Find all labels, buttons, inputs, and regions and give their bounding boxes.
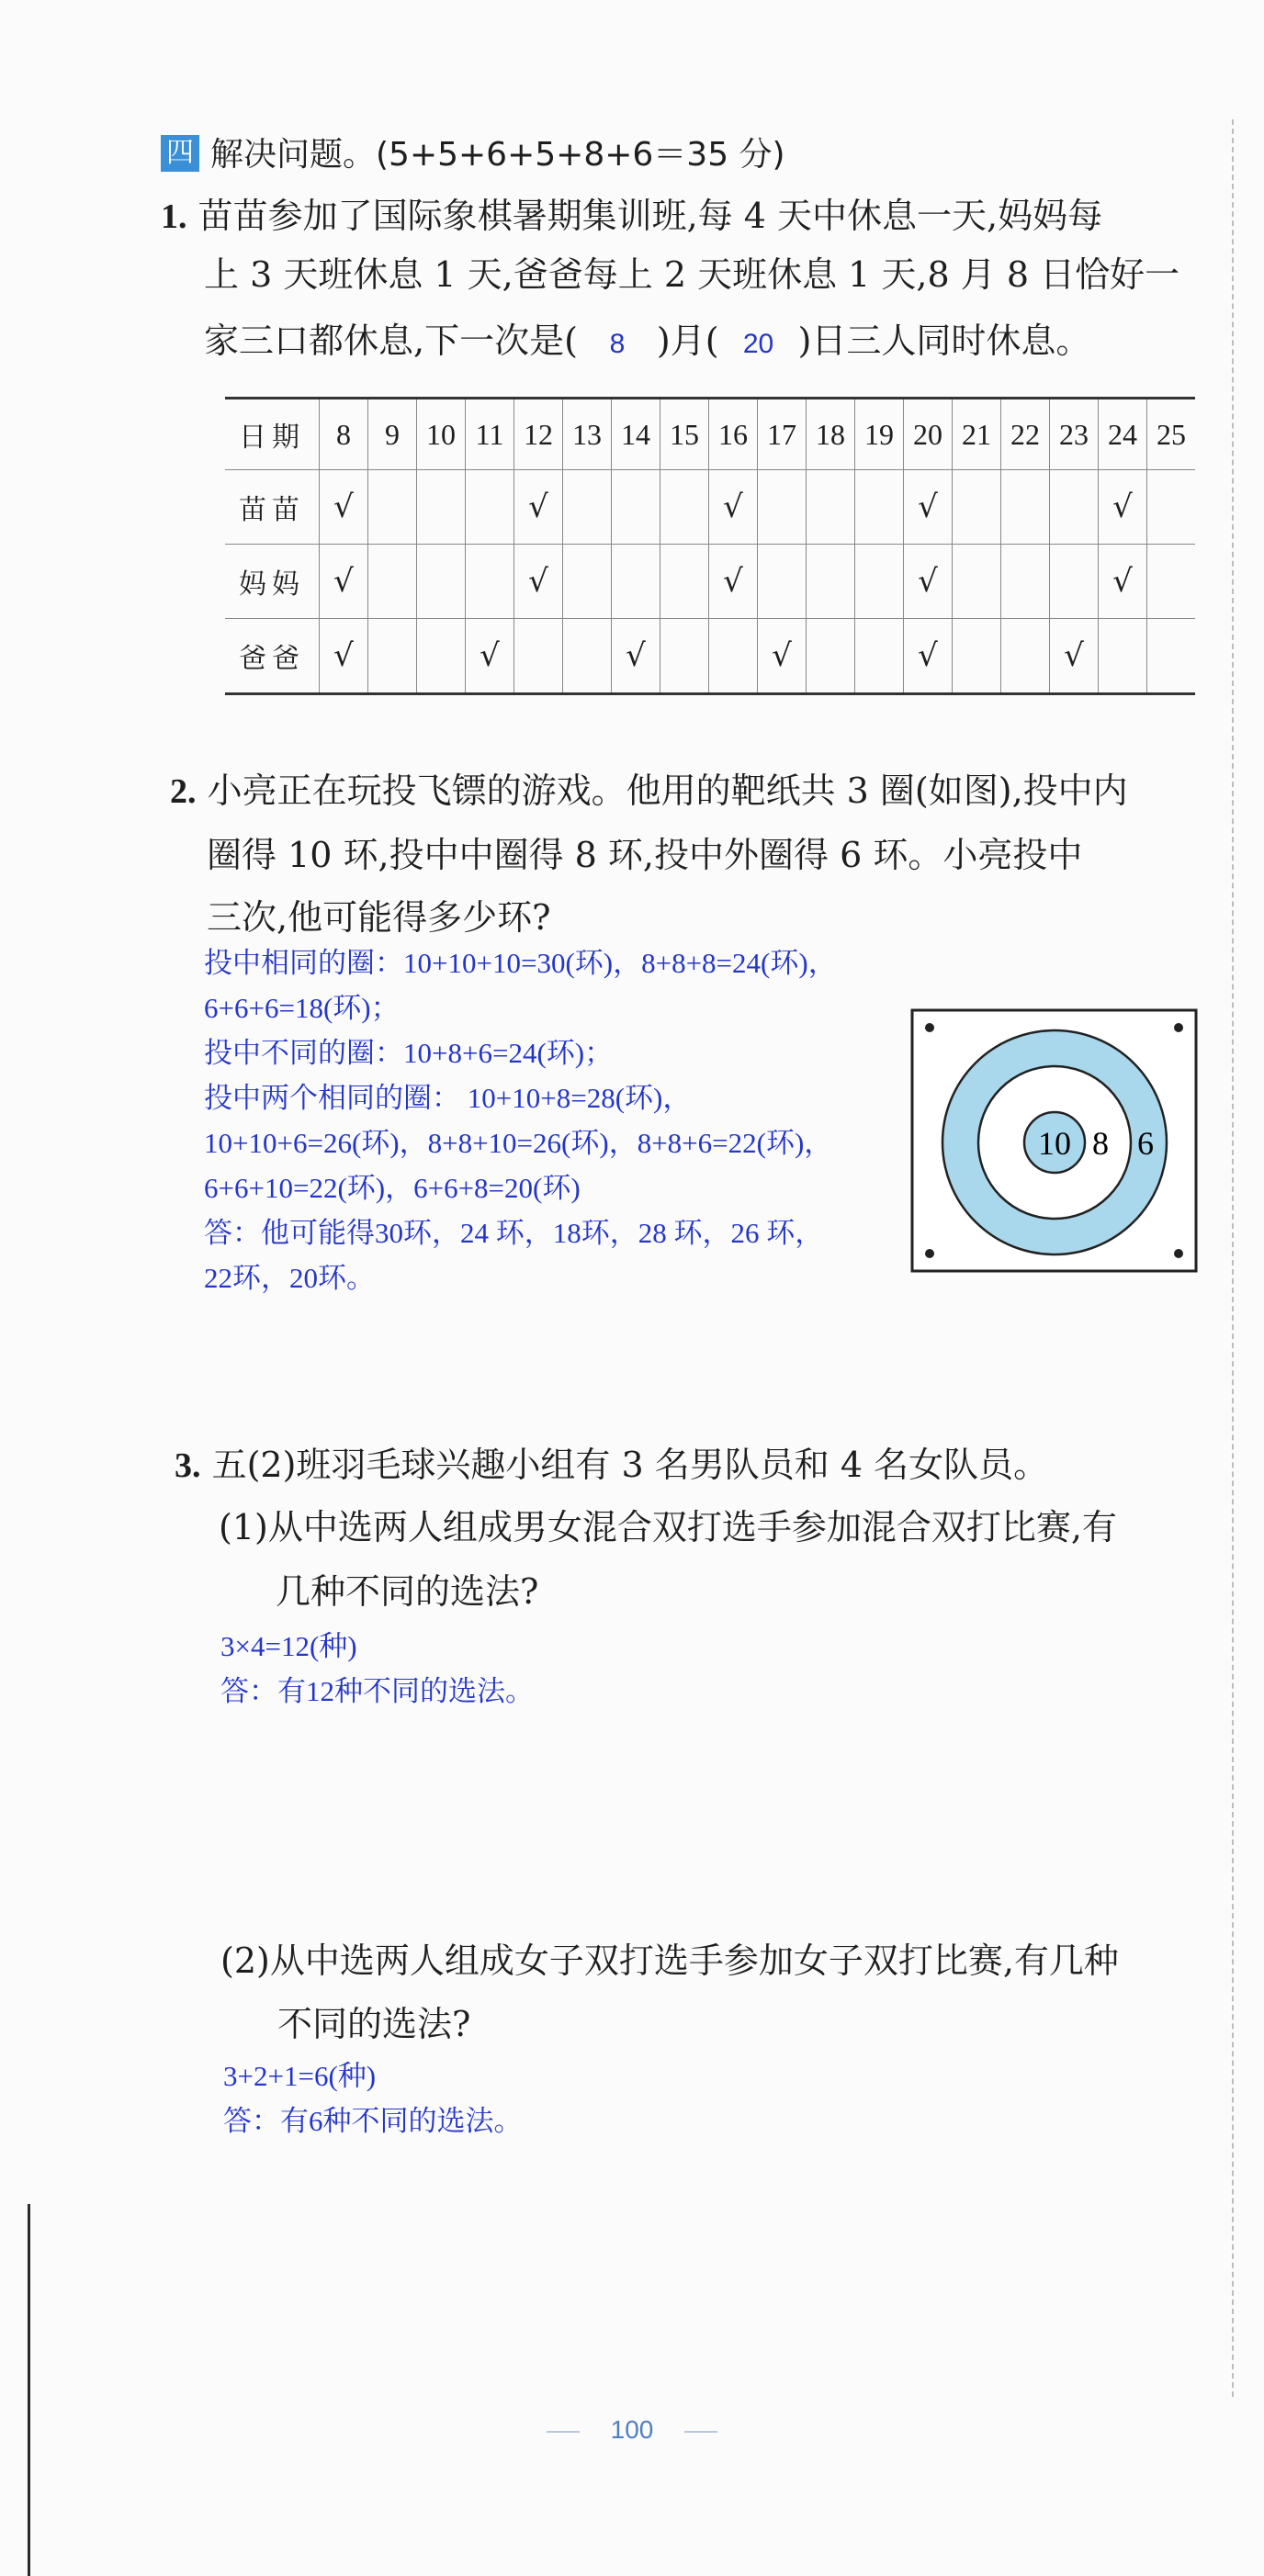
q3-stem: 五(2)班羽毛球兴趣小组有 3 名男队员和 4 名女队员。: [211, 1445, 1049, 1485]
check-mark: √: [333, 637, 354, 674]
row-label: 苗苗: [225, 470, 320, 545]
schedule-cell: [514, 545, 563, 619]
date-cell: 22: [1001, 399, 1050, 470]
schedule-cell: [514, 619, 563, 694]
row-label: 爸爸: [225, 619, 320, 694]
dart-target: [909, 1007, 1199, 1274]
date-cell: 21: [953, 399, 1001, 470]
schedule-cell: [514, 470, 563, 545]
q3-part2-line-2: 不同的选法?: [277, 2004, 471, 2044]
schedule-cell: [1099, 619, 1147, 694]
schedule-cell: [1099, 545, 1147, 619]
date-cell: 11: [466, 399, 514, 470]
q1-text-line-3b: )月(: [656, 321, 719, 361]
schedule-cell: [466, 470, 514, 545]
schedule-cell: [368, 470, 417, 545]
page-footer: [0, 2415, 1264, 2445]
q2-answer-line: 10+10+6=26(环)，8+8+10=26(环)，8+8+6=22(环)，: [204, 1127, 833, 1159]
date-cell: 25: [1147, 399, 1196, 470]
schedule-cell: [660, 619, 709, 694]
q2-answer-line: 投中相同的圈：10+10+10=30(环)，8+8+8=24(环)，: [204, 947, 837, 979]
check-mark: √: [918, 489, 938, 525]
schedule-cell: [807, 619, 855, 694]
date-cell: 17: [758, 399, 807, 470]
schedule-cell: [758, 470, 807, 545]
date-cell: 19: [855, 399, 904, 470]
schedule-cell: [320, 470, 368, 545]
q2-number: 2.: [170, 772, 197, 811]
check-mark: √: [480, 637, 500, 674]
q3-part2-answer-line: 答：有6种不同的选法。: [223, 2105, 523, 2137]
schedule-cell: [1147, 619, 1196, 694]
schedule-cell: [807, 545, 855, 619]
schedule-table-wrap: [225, 397, 1195, 695]
check-mark: √: [1112, 489, 1133, 525]
pin-dot: [925, 1249, 934, 1258]
schedule-cell: [1001, 619, 1050, 694]
middle-ring-score: 8: [1092, 1125, 1109, 1162]
schedule-table: [225, 397, 1195, 695]
schedule-cell: [953, 545, 1001, 619]
schedule-cell: [466, 545, 514, 619]
q2-text-line-2: 圈得 10 环,投中中圈得 8 环,投中外圈得 6 环。小亮投中: [207, 835, 1083, 875]
date-cell: 23: [1050, 399, 1099, 470]
schedule-cell: [855, 545, 904, 619]
q2-answer-line: 投中两个相同的圈： 10+10+8=28(环)，: [204, 1082, 692, 1114]
schedule-cell: [709, 545, 758, 619]
section-badge: 四: [161, 135, 199, 172]
footer-dash: [684, 2431, 717, 2433]
q2-text-line-3: 三次,他可能得多少环?: [207, 897, 551, 938]
q1-answer-day: 20: [742, 329, 774, 359]
pin-dot: [1174, 1249, 1183, 1258]
schedule-cell: [1099, 470, 1147, 545]
check-mark: √: [626, 637, 646, 674]
pin-dot: [1174, 1023, 1183, 1032]
date-cell: 16: [709, 399, 758, 470]
outer-ring-score: 6: [1137, 1125, 1154, 1162]
check-mark: √: [333, 563, 354, 600]
q1-text-line-3c: )日三人同时休息。: [797, 321, 1091, 361]
check-mark: √: [528, 489, 548, 525]
schedule-cell: [563, 470, 612, 545]
section-title: 解决问题。(5+5+6+5+8+6＝35 分): [210, 136, 785, 174]
table-header-label: 日期: [225, 399, 320, 470]
schedule-cell: [1050, 470, 1099, 545]
page-number: 100: [610, 2415, 654, 2444]
inner-ring-score: 10: [1038, 1125, 1071, 1162]
check-mark: √: [918, 637, 938, 674]
schedule-cell: [368, 619, 417, 694]
schedule-cell: [807, 470, 855, 545]
q3-part2-line-1: (2)从中选两人组成女子双打选手参加女子双打比赛,有几种: [220, 1940, 1119, 1981]
q3-part1-line-2: 几种不同的选法?: [276, 1571, 539, 1612]
schedule-cell: [563, 545, 612, 619]
q1-line-3: [204, 305, 1090, 380]
date-cell: 18: [807, 399, 855, 470]
schedule-cell: [563, 619, 612, 694]
q2-line-1: [170, 755, 1128, 827]
date-cell: 10: [417, 399, 466, 470]
check-mark: √: [333, 489, 354, 525]
schedule-cell: [758, 619, 807, 694]
q3-number: 3.: [175, 1446, 201, 1485]
schedule-cell: [417, 619, 466, 694]
q3-part2-answer-line: 3+2+1=6(种): [223, 2060, 377, 2092]
schedule-cell: [855, 470, 904, 545]
q2-answer-line: 投中不同的圈：10+8+6=24(环)；: [204, 1037, 614, 1069]
date-cell: 13: [563, 399, 612, 470]
date-cell: 12: [514, 399, 563, 470]
q2-answer-line: 答：他可能得30环，24 环，18环，28 环，26 环，: [204, 1217, 824, 1249]
q1-text-line-3a: 家三口都休息,下一次是(: [204, 321, 578, 361]
q2-answer-block: [204, 940, 837, 1300]
schedule-cell: [953, 619, 1001, 694]
schedule-cell: [1050, 619, 1099, 694]
date-cell: 24: [1099, 399, 1147, 470]
schedule-cell: [660, 470, 709, 545]
footer-dash: [547, 2431, 580, 2433]
schedule-cell: [417, 545, 466, 619]
schedule-cell: [1147, 470, 1196, 545]
q2-text-line-1: 小亮正在玩投飞镖的游戏。他用的靶纸共 3 圈(如图),投中内: [207, 771, 1128, 811]
table-header-row: [225, 399, 1195, 470]
schedule-cell: [904, 470, 953, 545]
schedule-cell: [1001, 470, 1050, 545]
q1-text-line-1: 苗苗参加了国际象棋暑期集训班,每 4 天中休息一天,妈妈每: [198, 196, 1103, 236]
schedule-cell: [612, 470, 660, 545]
q1-text-line-2: 上 3 天班休息 1 天,爸爸每上 2 天班休息 1 天,8 月 8 日恰好一: [204, 254, 1180, 295]
check-mark: √: [918, 563, 938, 600]
table-row: [225, 470, 1195, 545]
schedule-cell: [612, 545, 660, 619]
schedule-cell: [904, 545, 953, 619]
date-cell: 20: [904, 399, 953, 470]
pin-dot: [925, 1023, 934, 1032]
schedule-cell: [368, 545, 417, 619]
schedule-cell: [953, 470, 1001, 545]
schedule-cell: [612, 619, 660, 694]
table-row: [225, 619, 1195, 694]
fold-line: [1232, 119, 1234, 2397]
q2-answer-line: 6+6+6=18(环)；: [204, 992, 400, 1024]
page-edge: [28, 2204, 30, 2576]
schedule-cell: [320, 619, 368, 694]
schedule-cell: [758, 545, 807, 619]
schedule-cell: [417, 470, 466, 545]
q3-part1-answer-line: 3×4=12(种): [220, 1630, 357, 1662]
schedule-cell: [1050, 545, 1099, 619]
schedule-cell: [709, 470, 758, 545]
check-mark: √: [528, 563, 548, 600]
schedule-cell: [855, 619, 904, 694]
check-mark: √: [1064, 637, 1084, 674]
check-mark: √: [723, 563, 743, 600]
schedule-cell: [320, 545, 368, 619]
q3-part2-answer: [223, 2053, 523, 2143]
q3-part1-answer: [220, 1624, 534, 1714]
schedule-cell: [466, 619, 514, 694]
schedule-cell: [660, 545, 709, 619]
q2-answer-line: 22环，20环。: [204, 1262, 375, 1294]
q3-part1-line-1: (1)从中选两人组成男女混合双打选手参加混合双打比赛,有: [219, 1507, 1117, 1547]
q1-answer-month: 8: [609, 329, 626, 359]
schedule-cell: [1001, 545, 1050, 619]
schedule-cell: [1147, 545, 1196, 619]
date-cell: 9: [368, 399, 417, 470]
date-cell: 15: [660, 399, 709, 470]
check-mark: √: [772, 637, 792, 674]
table-row: [225, 545, 1195, 619]
check-mark: √: [1112, 563, 1133, 600]
q1-number: 1.: [161, 197, 187, 236]
row-label: 妈妈: [225, 545, 320, 619]
schedule-cell: [709, 619, 758, 694]
schedule-cell: [904, 619, 953, 694]
q2-answer-line: 6+6+10=22(环)，6+6+8=20(环): [204, 1172, 581, 1204]
date-cell: 14: [612, 399, 660, 470]
date-cell: 8: [320, 399, 368, 470]
check-mark: √: [723, 489, 743, 525]
q3-part1-answer-line: 答：有12种不同的选法。: [220, 1675, 534, 1707]
